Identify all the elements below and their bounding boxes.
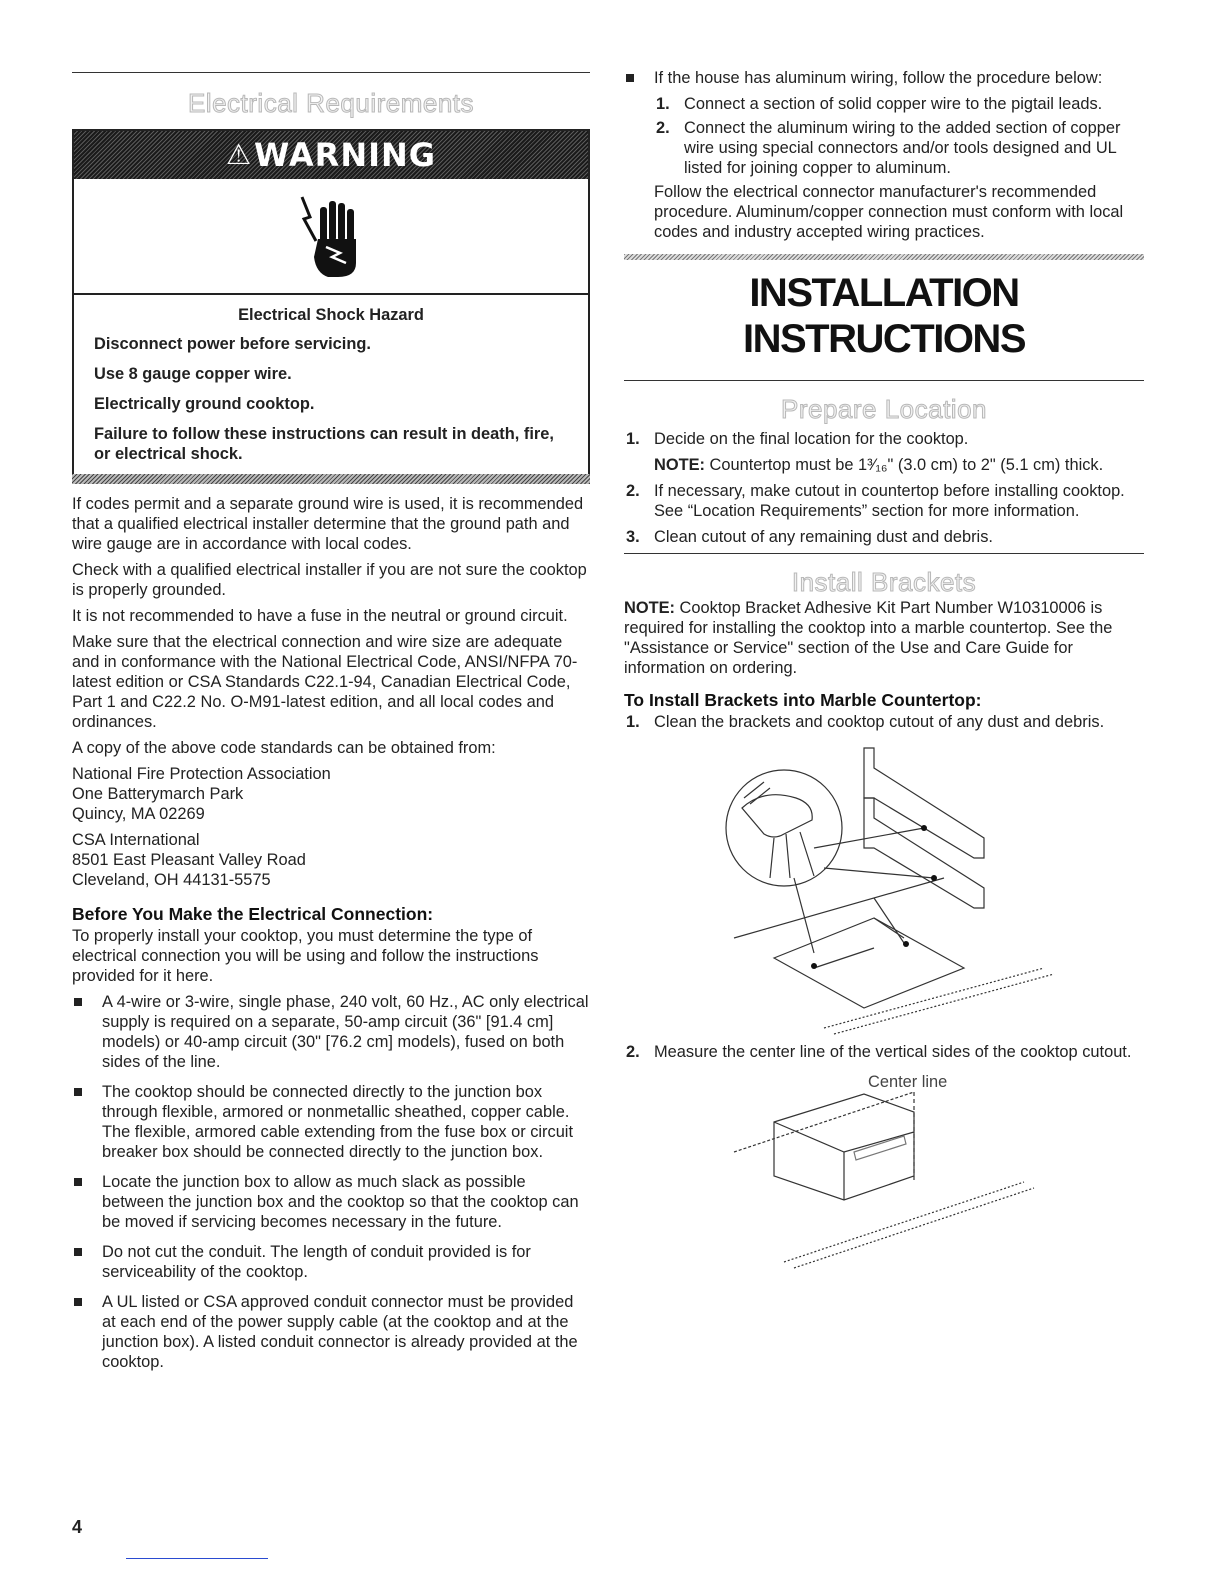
warning-banner-text: WARNING [254,136,437,174]
nfpa-address [72,764,590,824]
prepare-location-heading: Prepare Location [780,394,988,424]
bottom-link-rule [126,1558,268,1559]
brackets-note [624,598,1144,678]
prepare-step [624,481,1144,521]
marble-steps [624,712,1144,732]
electrical-requirements-heading: Electrical Requirements [187,88,475,118]
step-number: 3. [626,528,640,546]
note-text: Countertop must be 1³⁄₁₆" (3.0 cm) to 2" (5.1 cm) thick. [705,456,1104,474]
note-text: Cooktop Bracket Adhesive Kit Part Number W10310006 is required for installing the cooktop into a marble countertop. See the "Assistance or Service" section of the Use and Care Guide for information on ordering. [624,599,1113,677]
warning-box [72,129,590,476]
paragraph: Make sure that the electrical connection and wire size are adequate and in conformance with the National Electrical Code, ANSI/NFPA 70-latest edition or CSA Standards C22.1-94, Canadian Electrical Code, Part 1 and C22.2 No. O-M91-latest edition, and all local codes and ordinances. [72,633,578,731]
prepare-steps [624,429,1144,547]
prepare-note [654,455,1144,475]
bullet-item: A UL listed or CSA approved conduit connector must be provided at each end of the power supply cable (at the cooktop and at the junction box). A listed conduit connector is already provided at the cooktop. [72,1292,590,1372]
note-label: NOTE: [654,456,705,474]
aluminum-step [654,94,1144,114]
center-line-figure [624,1072,1144,1272]
section-rule [624,553,1144,554]
address-line: Cleveland, OH 44131-5575 [72,871,271,889]
electrical-shock-hand-icon [296,193,366,279]
step-number: 1. [626,713,640,731]
bullet-item: Locate the junction box to allow as much slack as possible between the junction box and the cooktop so that the cooktop can be moved if servicing becomes necessary in the future. [72,1172,590,1232]
left-column [72,60,590,1382]
paragraph: If codes permit and a separate ground wire is used, it is recommended that a qualified electrical installer determine that the ground path and wire gauge are in accordance with local codes. [72,495,584,553]
address-line: CSA International [72,831,200,849]
paragraph: A copy of the above code standards can be obtained from: [72,739,496,757]
step-text: If necessary, make cutout in countertop before installing cooktop. See “Location Requirements” section for more information. [654,482,1125,520]
connection-bullets [72,992,590,1372]
cutout-diagram [624,1092,1144,1272]
step-text: Decide on the final location for the cooktop. [654,430,969,448]
step-text: Clean the brackets and cooktop cutout of any dust and debris. [654,713,1105,731]
right-column [624,60,1144,1272]
address-line: National Fire Protection Association [72,765,331,783]
step-text: Measure the center line of the vertical sides of the cooktop cutout. [654,1043,1132,1061]
warning-text [74,295,588,474]
prepare-step [624,429,1144,475]
csa-address [72,830,590,890]
clean-brackets-figure [624,738,1144,1038]
aluminum-step [654,118,1144,178]
warning-line: Electrically ground cooktop. [94,395,315,413]
address-line: One Batterymarch Park [72,785,244,803]
step-number: 2. [656,119,670,137]
aluminum-follow-text: Follow the electrical connector manufacturer's recommended procedure. Aluminum/copper connection must conform with local codes and industry accepted wiring practices. [654,183,1124,241]
note-label: NOTE: [624,599,675,617]
top-rule [72,72,590,73]
title-stripe-rule [624,254,1144,260]
paragraph: Check with a qualified electrical installer if you are not sure the cooktop is properly grounded. [72,561,587,599]
aluminum-steps [624,94,1144,178]
warning-line: Failure to follow these instructions can result in death, fire, or electrical shock. [94,425,554,463]
install-brackets-heading: Install Brackets [791,567,977,597]
step-text: Connect a section of solid copper wire to the pigtail leads. [684,95,1103,113]
warning-triangle-icon: ⚠ [225,138,253,171]
warning-icon-area [74,179,588,295]
warning-bottom-stripe [72,474,590,484]
step-text: Connect the aluminum wiring to the added section of copper wire using special connectors and/or tools designed and UL listed for joining copper to aluminum. [684,119,1121,177]
marble-step [624,712,1144,732]
center-line-label: Center line [868,1073,948,1091]
warning-line: Use 8 gauge copper wire. [94,365,292,383]
warning-line: Disconnect power before servicing. [94,335,371,353]
aluminum-bullet-list [624,68,1144,88]
step-text: Clean cutout of any remaining dust and debris. [654,528,993,546]
address-line: Quincy, MA 02269 [72,805,205,823]
step-number: 1. [656,95,670,113]
page-number: 4 [72,1517,83,1537]
before-connection-heading: Before You Make the Electrical Connection: [72,904,434,924]
before-connection-intro: To properly install your cooktop, you must determine the type of electrical connection you will be using and follow the instructions provided for it here. [72,927,539,985]
step-number: 2. [626,1043,640,1061]
marble-steps-continued [624,1042,1144,1062]
warning-banner [74,131,588,179]
step-number: 2. [626,482,640,500]
step-number: 1. [626,430,640,448]
marble-step [624,1042,1144,1062]
title-underline [624,380,1144,381]
bullet-item: A 4-wire or 3-wire, single phase, 240 volt, 60 Hz., AC only electrical supply is required on a separate, 50-amp circuit (36" [91.4 cm] models) or 40-amp circuit (30" [76.2 cm] models), fused on both sides of the line. [72,992,590,1072]
warning-title: Electrical Shock Hazard [238,306,424,324]
bullet-item: The cooktop should be connected directly to the junction box through flexible, armored or nonmetallic sheathed, copper cable. The flexible, armored cable extending from the fuse box or circuit breaker box should be connected directly to the junction box. [72,1082,590,1162]
bullet-item: Do not cut the conduit. The length of conduit provided is for serviceability of the cooktop. [72,1242,590,1282]
prepare-step [624,527,1144,547]
paragraph: It is not recommended to have a fuse in the neutral or ground circuit. [72,607,568,625]
installation-instructions-title: INSTALLATION INSTRUCTIONS [743,271,1025,361]
aluminum-bullet: If the house has aluminum wiring, follow the procedure below: [624,68,1144,88]
address-line: 8501 East Pleasant Valley Road [72,851,306,869]
electrical-paragraphs [72,494,590,890]
marble-heading: To Install Brackets into Marble Countertop: [624,690,982,710]
